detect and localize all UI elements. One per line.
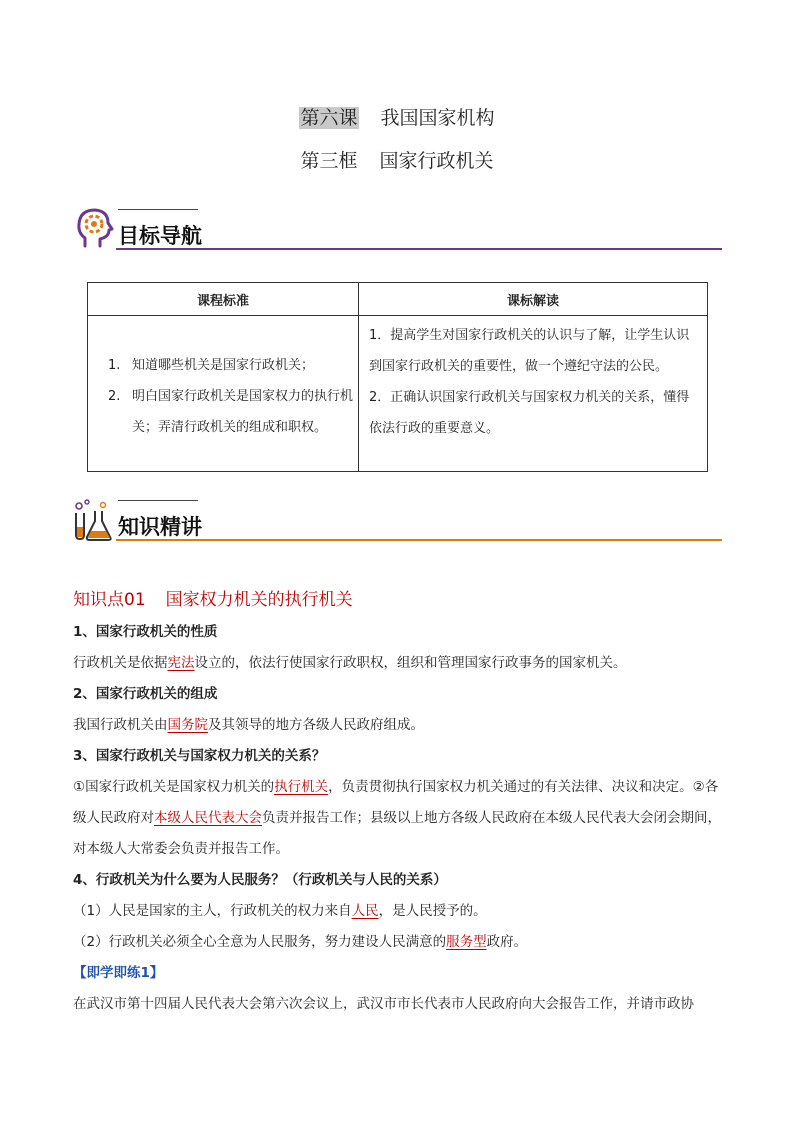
text: 行政机关是依据 bbox=[73, 655, 168, 671]
interpretation-cell bbox=[359, 316, 708, 472]
text: （1）人民是国家的主人，行政机关的权力来自 bbox=[73, 903, 352, 919]
paragraph-point-2 bbox=[73, 927, 723, 958]
list-item bbox=[88, 381, 358, 443]
frame-name: 国家行政机关 bbox=[379, 150, 494, 172]
knowledge-section-label: 知识精讲 bbox=[118, 515, 202, 539]
practice-text: 在武汉市第十四届人民代表大会第六次会议上，武汉市市长代表市人民政府向大会报告工作，并请市政协 bbox=[73, 996, 694, 1012]
heading-nature: 1、国家行政机关的性质 bbox=[73, 624, 218, 640]
knowledge-section-header bbox=[70, 495, 722, 551]
practice-label: 【即学即练1】 bbox=[73, 965, 164, 981]
goal-section-header bbox=[70, 204, 722, 260]
knowledge-divider bbox=[116, 539, 722, 541]
knowledge-point-name: 国家权力机关的执行机关 bbox=[165, 590, 353, 610]
paragraph-relationship bbox=[73, 772, 723, 865]
text: （2）行政机关必须全心全意为人民服务，努力建设人民满意的 bbox=[73, 934, 447, 950]
standard-list bbox=[88, 350, 358, 443]
keyword: 宪法 bbox=[167, 655, 195, 671]
keyword: 执行机关 bbox=[274, 779, 329, 795]
list-text: 知道哪些机关是国家行政机关； bbox=[132, 358, 315, 373]
flask-icon bbox=[70, 497, 116, 543]
text: 及其领导的地方各级人民政府组成。 bbox=[208, 717, 424, 733]
interpretation-item: 1．提高学生对国家行政机关的认识与了解，让学生认识到国家行政机关的重要性，做一个遵纪守法的公民。 bbox=[369, 328, 690, 374]
curriculum-table bbox=[87, 282, 708, 472]
keyword: 人民 bbox=[351, 903, 379, 919]
heading-relationship: 3、国家行政机关与国家权力机关的关系？ bbox=[73, 748, 326, 764]
list-number: 1. bbox=[108, 358, 121, 373]
paragraph-composition bbox=[73, 710, 723, 741]
knowledge-point-label: 知识点01 bbox=[73, 590, 146, 610]
paragraph-point-1 bbox=[73, 896, 723, 927]
text: 设立的，依法行使国家行政职权，组织和管理国家行政事务的国家机关。 bbox=[194, 655, 627, 671]
table-header-standard: 课程标准 bbox=[88, 283, 359, 316]
table-header-interpretation: 课标解读 bbox=[359, 283, 708, 316]
standard-cell bbox=[88, 316, 359, 472]
text: ，负责贯彻执行国家权力机关通过的有关法律、决议和决定。②各级人民政府对 bbox=[73, 779, 719, 826]
goal-divider-thin bbox=[118, 209, 198, 210]
table-header-row bbox=[88, 283, 708, 316]
paragraph-nature bbox=[73, 648, 723, 679]
interpretation-item: 2．正确认识国家行政机关与国家权力机关的关系，懂得依法行政的重要意义。 bbox=[369, 390, 690, 436]
text: 我国行政机关由 bbox=[73, 717, 168, 733]
heading-composition: 2、国家行政机关的组成 bbox=[73, 686, 218, 702]
frame-number: 第三框 bbox=[300, 150, 358, 172]
text: ①国家行政机关是国家权力机关的 bbox=[73, 779, 275, 795]
keyword: 本级人民代表大会 bbox=[154, 810, 262, 826]
list-item bbox=[88, 350, 358, 381]
knowledge-point-title bbox=[73, 585, 353, 610]
lesson-name: 我国国家机构 bbox=[380, 107, 495, 129]
knowledge-divider-thin bbox=[118, 500, 198, 501]
keyword: 服务型 bbox=[446, 934, 487, 950]
text: ，是人民授予的。 bbox=[378, 903, 487, 919]
list-number: 2. bbox=[108, 389, 121, 404]
content-block bbox=[73, 617, 723, 1020]
text: 政府。 bbox=[486, 934, 528, 950]
lesson-number: 第六课 bbox=[300, 107, 358, 129]
head-brain-icon bbox=[70, 206, 116, 252]
table-row bbox=[88, 316, 708, 472]
lesson-title bbox=[0, 103, 794, 130]
list-text: 明白国家行政机关是国家权力的执行机关；弄清行政机关的组成和职权。 bbox=[132, 389, 354, 435]
text: 负责并报告工作；县级以上地方各级人民政府在本级人民代表大会闭会期间，对本级人大常委会负责并报告工作。 bbox=[73, 810, 721, 857]
frame-title bbox=[0, 146, 794, 173]
heading-serve-people: 4、行政机关为什么要为人民服务？（行政机关与人民的关系） bbox=[73, 872, 447, 888]
goal-section-label: 目标导航 bbox=[118, 224, 202, 248]
keyword: 国务院 bbox=[167, 717, 208, 733]
goal-divider bbox=[116, 248, 722, 250]
